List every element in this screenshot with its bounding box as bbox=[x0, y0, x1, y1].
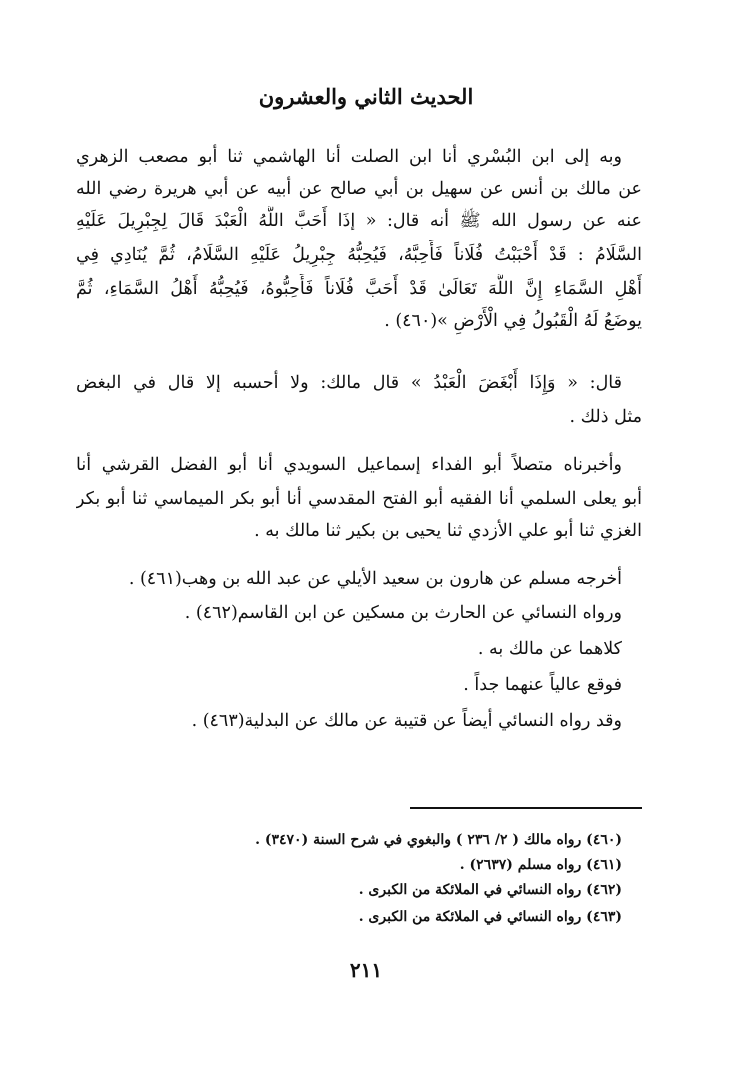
hadith-heading: الحديث الثاني والعشرون bbox=[258, 84, 474, 109]
footnote: (٤٦٢) رواه النسائي في الملائكة من الكبرى . bbox=[358, 882, 622, 898]
text-line: عن مالك بن أنس عن سهيل بن أبي صالح عن أبيه عن أبي هريرة رضي الله bbox=[76, 179, 642, 199]
text-line: يوضَعُ لَهُ الْقَبُولُ فِي الْأَرْضِ »(٤٦٠) . bbox=[384, 311, 642, 331]
footnote-divider bbox=[410, 807, 642, 809]
footnote: (٤٦٠) رواه مالك ( ٢/ ٢٣٦ ) والبغوي في شرح السنة (٣٤٧٠) . bbox=[255, 832, 622, 848]
text-line: عنه عن رسول الله ﷺ أنه قال: « إذَا أَحَبَّ اللَّهُ الْعَبْدَ قَالَ لِجِبْرِيلَ عَلَيْهِ bbox=[76, 211, 642, 231]
text-line: السَّلَامُ : قَدْ أَحْبَبْتُ فُلَاناً فَأَحِبَّهُ، فَيُحِبُّهُ جِبْرِيلُ عَلَيْهِ السَّلَامُ، ثُمَّ يُنَادِي فِي bbox=[76, 245, 642, 265]
text-line: أَهْلِ السَّمَاءِ إِنَّ اللَّهَ تَعَالَىٰ قَدْ أَحَبَّ فُلَاناً فَأَحِبُّوهُ، فَيُحِبُّهُ أَهْلُ السَّمَاءِ، ثُمَّ bbox=[76, 279, 642, 299]
text-line: أبو يعلى السلمي أنا الفقيه أبو الفتح المقدسي أنا أبو بكر الميماسي ثنا أبو بكر bbox=[76, 489, 642, 509]
footnote: (٤٦١) رواه مسلم (٢٦٣٧) . bbox=[459, 857, 622, 873]
text-line: وأخبرناه متصلاً أبو الفداء إسماعيل السويدي أنا أبو الفضل القرشي أنا bbox=[76, 455, 622, 475]
narration-line: ورواه النسائي عن الحارث بن مسكين عن ابن القاسم(٤٦٢) . bbox=[184, 603, 622, 623]
text-line: مثل ذلك . bbox=[569, 407, 642, 427]
text-line: الغزي ثنا أبو علي الأزدي ثنا يحيى بن بكير ثنا مالك به . bbox=[254, 521, 642, 541]
narration-line: فوقع عالياً عنهما جداً . bbox=[463, 675, 622, 695]
text-line: وبه إلى ابن البُسْري أنا ابن الصلت أنا الهاشمي ثنا أبو مصعب الزهري bbox=[76, 147, 622, 167]
footnote: (٤٦٣) رواه النسائي في الملائكة من الكبرى . bbox=[358, 909, 622, 925]
text-line: قال: « وَإِذَا أَبْغَضَ الْعَبْدُ » قال مالك: ولا أحسبه إلا قال في البغض bbox=[76, 373, 622, 393]
narration-line: أخرجه مسلم عن هارون بن سعيد الأيلي عن عبد الله بن وهب(٤٦١) . bbox=[128, 569, 622, 589]
page-number: ٢١١ bbox=[349, 958, 383, 982]
narration-line: كلاهما عن مالك به . bbox=[477, 639, 622, 659]
narration-line: وقد رواه النسائي أيضاً عن قتيبة عن مالك عن البدلية(٤٦٣) . bbox=[191, 711, 622, 731]
